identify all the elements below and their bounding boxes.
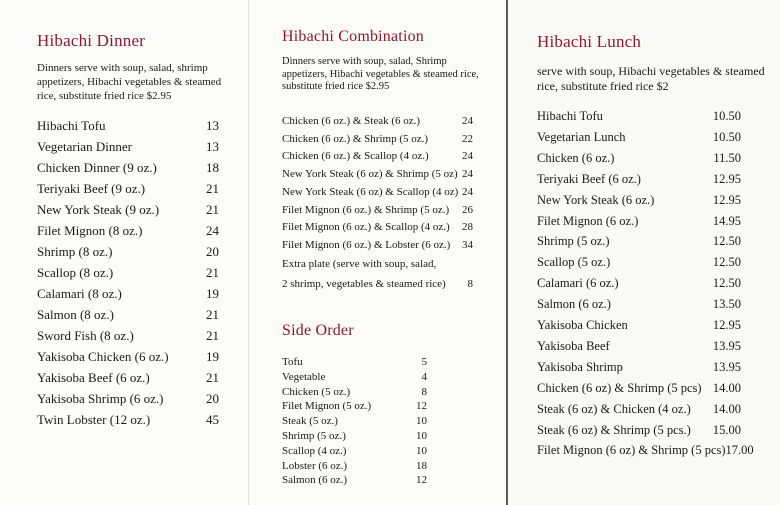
menu-item-name: New York Steak (6 oz) & Scallop (4 oz) [282,185,459,198]
lunch-item-row [537,381,741,396]
hibachi-dinner-panel [0,0,248,505]
menu-item-name: Yakisoba Beef (6 oz.) [37,370,150,385]
menu-item-name: Vegetable [282,370,326,383]
menu-item-name: Calamari (8 oz.) [37,286,122,301]
combination-item-row [282,186,473,198]
dinner-item-row [37,139,219,155]
menu-item-name: Hibachi Tofu [37,118,106,133]
lunch-item-row [537,255,741,270]
menu-item-name: Lobster (6 oz.) [282,459,348,472]
menu-item-name: Filet Mignon (8 oz.) [37,223,143,238]
lunch-item-row [537,276,741,291]
hibachi-lunch-panel [506,0,780,505]
dinner-item-row [37,244,219,260]
side-order-item-row [282,400,427,412]
dinner-item-row [37,370,219,386]
side-order-item-row [282,474,427,486]
menu-item-name: Filet Mignon (6 oz) & Shrimp (5 pcs) [537,443,726,458]
menu-item-name: Yakisoba Shrimp [537,359,623,374]
menu-item-price: 19 [206,349,219,364]
menu-item-price: 21 [206,370,219,385]
menu-item-name: New York Steak (6 oz) & Shrimp (5 oz) [282,168,458,181]
dinner-item-row [37,412,219,428]
combination-item-row [282,115,473,127]
menu-item-price: 4 [421,370,427,383]
dinner-item-row [37,307,219,323]
lunch-item-row [537,443,754,458]
menu-item-price: 13 [206,139,219,154]
menu-item-name: Shrimp (5 oz.) [537,234,610,249]
dinner-item-row [37,202,219,218]
menu-item-price: 14.95 [712,213,741,228]
menu-item-name: Steak (6 oz) & Chicken (4 oz.) [537,401,691,416]
side-order-item-row [282,415,427,427]
lunch-item-row [537,297,741,312]
menu-item-price: 17.00 [725,443,754,458]
menu-item-price: 24 [462,185,473,198]
menu-item-name: Chicken (6 oz.) [537,150,615,165]
menu-item-name: Tofu [282,356,303,368]
menu-item-price: 21 [206,307,219,322]
menu-item-price: 21 [206,202,219,217]
extra-plate-row [282,278,473,290]
combination-item-row [282,150,473,162]
lunch-item-row [537,402,741,417]
menu-item-name: Yakisoba Beef [537,338,610,353]
menu-item-price: 12.95 [712,192,741,207]
dinner-item-row [37,181,219,197]
menu-item-name: Chicken (6 oz) & Shrimp (5 pcs) [537,380,702,395]
side-order-item-row [282,445,427,457]
dinner-item-row [37,118,219,134]
section-title-side-order: Side Order [282,322,354,339]
lunch-description: serve with soup, Hibachi vegetables & steamed rice, substitute fried rice $2 [537,64,765,93]
menu-item-name: Steak (5 oz.) [282,415,338,428]
menu-item-price: 28 [462,221,473,234]
menu-item-name: Sword Fish (8 oz.) [37,328,134,343]
menu-item-name: Vegetarian Lunch [537,129,626,144]
menu-item-price: 24 [462,150,473,163]
menu-item-price: 20 [206,391,219,406]
menu-item-name: Shrimp (8 oz.) [37,244,113,259]
menu-item-price: 10 [416,430,427,442]
combination-item-row [282,204,473,216]
menu-item-price: 8 [421,385,427,398]
menu-item-name: Steak (6 oz) & Shrimp (5 pcs.) [537,422,691,437]
extra-plate-price: 8 [467,278,473,290]
menu-item-name: Yakisoba Chicken [537,318,628,332]
menu-item-price: 12.50 [712,276,741,291]
lunch-item-row [537,234,741,249]
section-title-hibachi-combination: Hibachi Combination [282,28,425,45]
menu-item-price: 11.50 [713,150,741,165]
menu-item-name: Chicken (5 oz.) [282,385,351,398]
lunch-item-row [537,193,741,208]
menu-item-name: Salmon (8 oz.) [37,307,114,322]
lunch-item-row [537,423,741,438]
menu-item-price: 21 [206,328,219,343]
menu-item-name: Yakisoba Shrimp (6 oz.) [37,391,164,406]
menu-item-price: 22 [462,132,473,145]
lunch-item-row [537,172,741,187]
menu-item-name: Chicken (6 oz.) & Steak (6 oz.) [282,115,421,127]
menu-item-name: Salmon (6 oz.) [537,297,611,312]
dinner-item-row [37,328,219,344]
menu-item-name: Vegetarian Dinner [37,139,132,154]
menu-item-name: New York Steak (6 oz.) [537,192,655,207]
lunch-item-row [537,214,741,229]
menu-item-name: Chicken (6 oz.) & Shrimp (5 oz.) [282,132,429,145]
dinner-item-row [37,223,219,239]
combination-description: Dinners serve with soup, salad, Shrimp appetizers, Hibachi vegetables & steamed rice, substitute fried rice $2.95 [282,56,479,92]
menu-item-name: Chicken (6 oz.) & Scallop (4 oz.) [282,150,429,163]
menu-item-price: 5 [421,356,427,368]
dinner-item-row [37,391,219,407]
menu-item-price: 12.95 [712,318,741,332]
side-order-item-row [282,460,427,472]
menu-item-name: Teriyaki Beef (9 oz.) [37,181,146,196]
menu-item-name: Filet Mignon (5 oz.) [282,400,372,413]
menu-item-name: Chicken Dinner (9 oz.) [37,160,157,175]
menu-item-name: Filet Mignon (6 oz.) & Shrimp (5 oz.) [282,203,450,216]
menu-item-name: New York Steak (9 oz.) [37,202,160,217]
combination-item-row [282,239,473,251]
menu-item-price: 26 [462,203,473,216]
menu-item-price: 12 [416,400,427,413]
menu-item-price: 21 [206,265,219,280]
menu-item-name: Teriyaki Beef (6 oz.) [537,171,641,186]
menu-item-name: Calamari (6 oz.) [537,276,619,291]
combination-item-row [282,221,473,233]
combination-item-row [282,133,473,145]
section-title-hibachi-lunch: Hibachi Lunch [537,32,642,51]
dinner-description: Dinners serve with soup, salad, shrimp appetizers, Hibachi vegetables & steamed rice, substitute fried rice $2.95 [37,62,222,102]
menu-item-name: Filet Mignon (6 oz.) [537,213,639,228]
hibachi-combination-panel [248,0,506,505]
menu-item-price: 24 [462,115,473,127]
menu-item-price: 12.50 [712,234,741,249]
menu-item-name: Scallop (8 oz.) [37,265,114,280]
menu-item-price: 24 [462,168,473,181]
menu-item-price: 12.50 [712,255,741,270]
lunch-item-row [537,318,741,333]
side-order-item-row [282,356,427,368]
dinner-item-row [37,349,219,365]
menu-item-name: Scallop (5 oz.) [537,255,611,270]
menu-item-price: 14.00 [712,380,741,395]
menu-item-price: 24 [206,223,219,238]
dinner-item-row [37,265,219,281]
side-order-item-row [282,430,427,442]
lunch-item-row [537,339,741,354]
menu-item-price: 13.50 [712,297,741,312]
menu-item-price: 13 [206,118,219,133]
menu-item-price: 12 [416,474,427,487]
extra-plate-detail: 2 shrimp, vegetables & steamed rice) [282,278,446,290]
menu-item-name: Salmon (6 oz.) [282,474,348,487]
dinner-item-row [37,286,219,302]
menu-item-price: 21 [206,181,219,196]
menu-item-price: 45 [206,412,219,427]
side-order-item-row [282,371,427,383]
side-order-item-row [282,386,427,398]
menu-item-price: 14.00 [712,401,741,416]
menu-item-name: Filet Mignon (6 oz.) & Scallop (4 oz.) [282,221,450,234]
menu-item-name: Filet Mignon (6 oz.) & Lobster (6 oz.) [282,238,451,251]
lunch-item-row [537,151,741,166]
menu-item-price: 12.95 [712,171,741,186]
menu-item-name: Scallop (4 oz.) [282,444,347,457]
combination-item-row [282,168,473,180]
menu-item-price: 34 [462,238,473,251]
menu-item-name: Twin Lobster (12 oz.) [37,412,151,427]
lunch-item-row [537,360,741,375]
menu-item-price: 13.95 [712,338,741,353]
menu-item-price: 19 [206,286,219,301]
lunch-item-row [537,109,741,124]
menu-item-price: 15.00 [712,422,741,437]
section-title-hibachi-dinner: Hibachi Dinner [37,31,146,50]
menu-item-price: 20 [206,244,219,259]
extra-plate-label: Extra plate (serve with soup, salad, [282,258,437,270]
menu-item-price: 10 [416,444,427,457]
menu-item-price: 18 [416,459,427,472]
menu-item-price: 13.95 [712,359,741,374]
menu-item-name: Yakisoba Chicken (6 oz.) [37,349,169,364]
dinner-item-row [37,160,219,176]
menu-item-price: 10.50 [712,129,741,144]
menu-item-name: Shrimp (5 oz.) [282,430,346,442]
menu-item-price: 10.50 [712,109,741,123]
menu-item-price: 10 [416,415,427,428]
lunch-item-row [537,130,741,145]
menu-item-price: 18 [206,160,219,175]
menu-item-name: Hibachi Tofu [537,109,603,123]
